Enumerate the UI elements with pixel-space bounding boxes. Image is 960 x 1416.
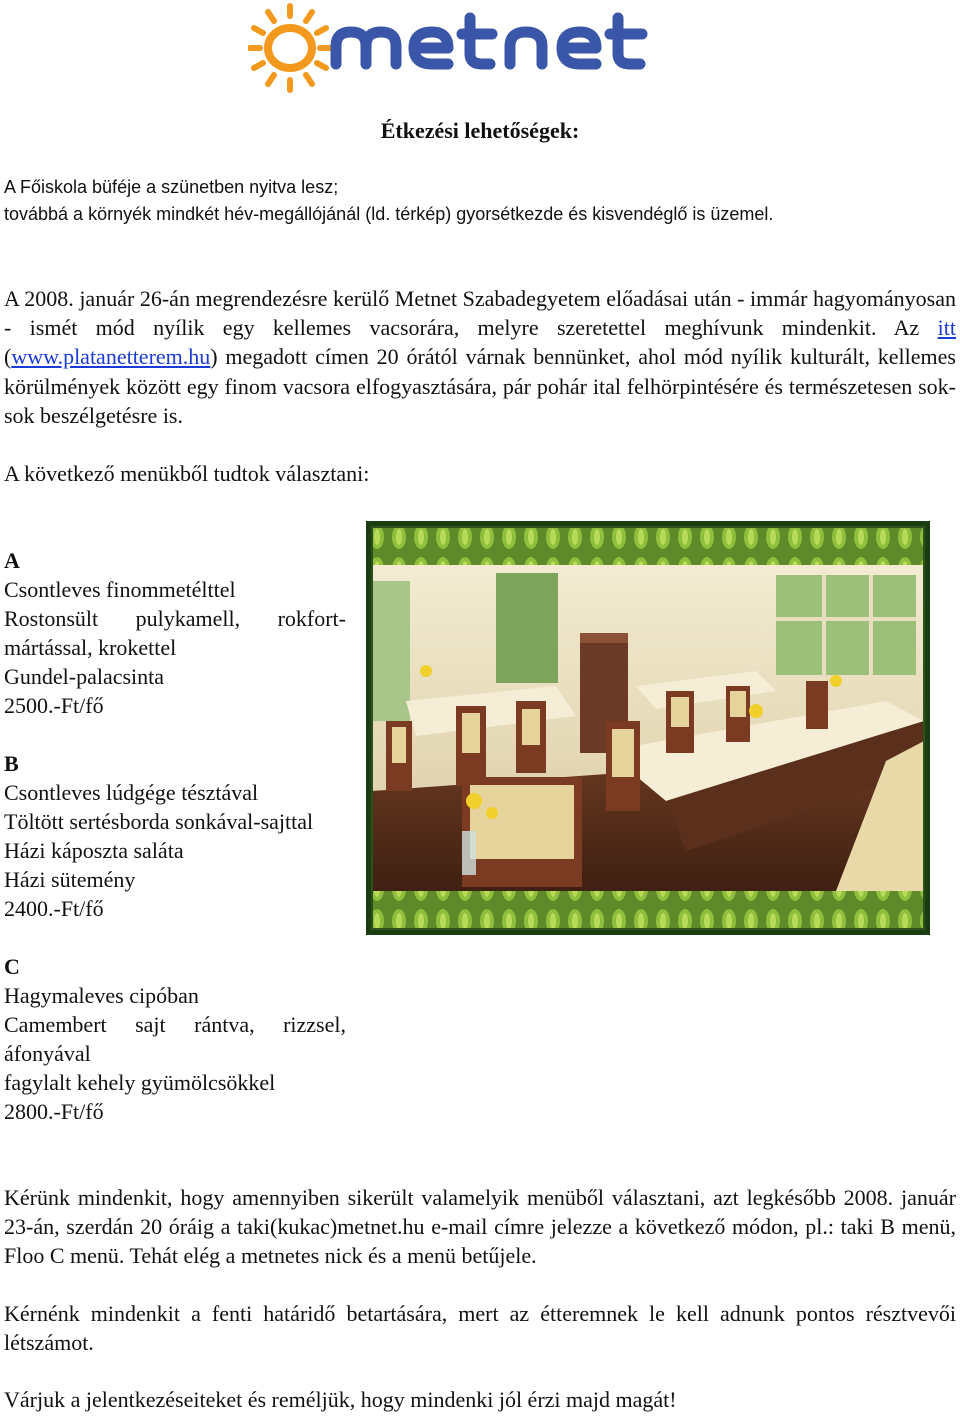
menu-c (4, 952, 346, 1126)
menu-letter: C (4, 954, 20, 979)
page-title: Étkezési lehetőségek: (380, 118, 580, 143)
menu-list (4, 546, 346, 1126)
menu-item: Töltött sertésborda sonkával-sajttal (4, 809, 314, 834)
metnet-logo-graphic (248, 2, 718, 94)
menu-a (4, 546, 346, 720)
itt-link[interactable]: itt (937, 315, 956, 341)
menu-item: Házi káposzta saláta (4, 838, 184, 863)
menu-item: Camembert sajt rántva, rizzsel, áfonyával (4, 1012, 346, 1066)
intro-line-1: A Főiskola büféje a szünetben nyitva lesz; (4, 177, 339, 197)
menu-spacer (4, 720, 346, 749)
deadline-note: Kérnénk mindenkit a fenti határidő betartására, mert az étteremnek le kell adnunk pontos résztvevői létszámot. (4, 1301, 956, 1356)
metnet-logo (248, 2, 718, 94)
menu-price: 2800.-Ft/fő (4, 1099, 104, 1124)
menu-item: Rostonsült pulykamell, rokfort-mártással, krokettel (4, 606, 346, 660)
menu-b (4, 749, 346, 923)
event-text-after-link: ) megadott címen 20 órától várnak bennünket, ahol mód nyílik kulturált, kellemes körülmények között egy finom vacsora elfogyasztására, pár pohár ital felhörpintésére és természetesen sok-sok beszélgetésre is. (4, 344, 956, 428)
menu-item: Csontleves finommetélttel (4, 577, 236, 602)
menu-item: Gundel-palacsinta (4, 664, 165, 689)
menu-price: 2400.-Ft/fő (4, 896, 104, 921)
event-text-before-link: A 2008. január 26-án megrendezésre kerülő Metnet Szabadegyetem előadásai után - immár hagyományosan - ismét mód nyílik egy kellemes vacsorára, melyre szeretettel meghívunk mindenkit. Az (4, 286, 956, 341)
website-link[interactable]: www.platanetterem.hu (11, 344, 211, 370)
registration-request: Kérünk mindenkit, hogy amennyiben sikerült valamelyik menüből választani, azt legkésőbb 2008. január 23-án, szerdán 20 óráig a taki(kukac)metnet.hu e-mail címre jelezze a következő módon, pl.: taki B menü, Floo C menü. Tehát elég a metnetes nick és a menü betűjele. (4, 1185, 956, 1269)
menu-item: fagylalt kehely gyümölcsökkel (4, 1070, 276, 1095)
menu-spacer (4, 923, 346, 952)
menu-price: 2500.-Ft/fő (4, 693, 104, 718)
intro-line-2: továbbá a környék mindkét hév-megállójánál (ld. térkép) gyorsétkezde és kisvendéglő is üzemel. (4, 204, 774, 224)
intro-block (4, 174, 956, 228)
menu-intro: A következő menükből tudtok választani: (4, 461, 370, 486)
farewell-note: Várjuk a jelentkezéseiteket és reméljük, hogy mindenki jól érzi majd magát! (4, 1387, 677, 1412)
menu-item: Hagymaleves cipóban (4, 983, 199, 1008)
menu-letter: B (4, 751, 19, 776)
menu-letter: A (4, 548, 20, 573)
event-paragraph (4, 284, 956, 430)
menu-item: Házi sütemény (4, 867, 136, 892)
event-text-between: ( (4, 344, 12, 370)
restaurant-photo-graphic (366, 521, 930, 935)
restaurant-photo (366, 521, 930, 935)
menu-item: Csontleves lúdgége tésztával (4, 780, 259, 805)
